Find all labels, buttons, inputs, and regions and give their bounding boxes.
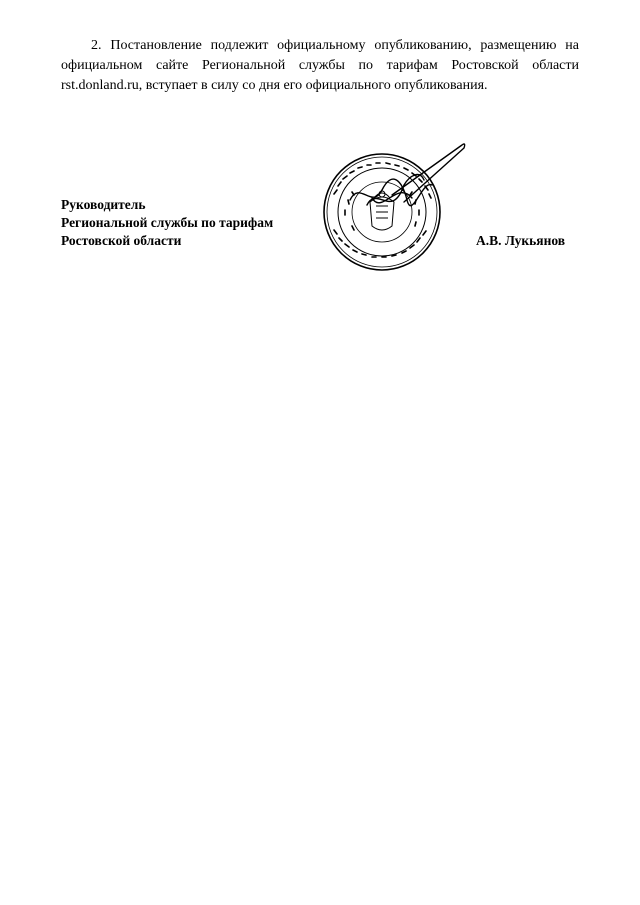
position-line-1: Руководитель [61,197,146,212]
official-stamp-icon [312,140,472,280]
position-line-3: Ростовской области [61,233,182,248]
body-paragraph: 2. Постановление подлежит официальному опубликованию, размещению на официальном сайте Региональной службы по тарифам Ростовской области rst.donland.ru, вступает в силу со дня его официального опубликования. [61,38,579,93]
signatory-position [61,196,273,250]
position-line-2: Региональной службы по тарифам [61,215,274,230]
signatory-name: А.В. Лукьянов [476,233,566,248]
